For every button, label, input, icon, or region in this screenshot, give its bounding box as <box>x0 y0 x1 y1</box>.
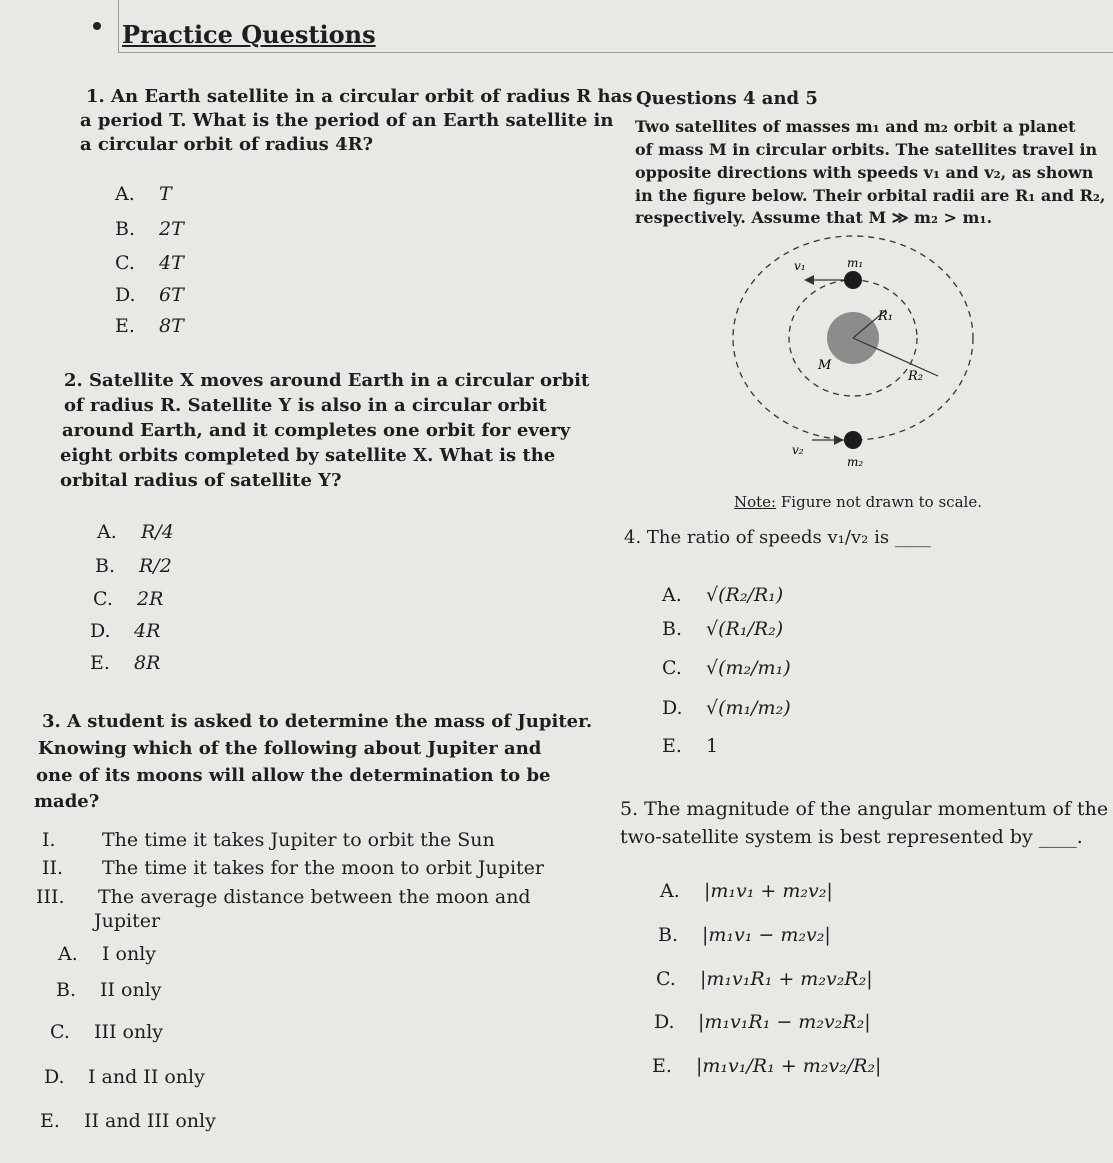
question-4-stem: 4. The ratio of speeds v₁/v₂ is ____ <box>624 527 931 548</box>
question-1-option-d[interactable]: D. 6T <box>115 284 184 306</box>
bullet-icon <box>93 22 101 30</box>
label-R1: R₁ <box>878 309 893 324</box>
question-1-line: 1. An Earth satellite in a circular orbit of radius R has <box>86 86 633 107</box>
label-m2: m₂ <box>847 455 864 469</box>
question-2-option-d[interactable]: D. 4R <box>90 620 161 642</box>
intro-line: in the figure below. Their orbital radii are R₁ and R₂, <box>635 186 1106 205</box>
question-4-option-e[interactable]: E. 1 <box>662 735 719 757</box>
arrowhead-icon <box>804 275 814 285</box>
intro-line: Two satellites of masses m₁ and m₂ orbit a planet <box>635 117 1076 136</box>
orbit-figure <box>700 228 990 488</box>
statement-i: I. The time it takes Jupiter to orbit the Sun <box>42 829 495 851</box>
question-3-line: 3. A student is asked to determine the mass of Jupiter. <box>42 711 593 732</box>
question-3-line: made? <box>34 791 100 812</box>
question-2-line: orbital radius of satellite Y? <box>60 470 342 491</box>
question-3-line: Knowing which of the following about Jupiter and <box>38 738 542 759</box>
figure-note: Note: Figure not drawn to scale. <box>734 493 982 511</box>
intro-line: of mass M in circular orbits. The satellites travel in <box>635 140 1098 159</box>
satellite-m2 <box>844 431 862 449</box>
label-v1: v₁ <box>794 259 806 273</box>
question-2-line: eight orbits completed by satellite X. What is the <box>60 445 556 466</box>
question-1-option-a[interactable]: A. T <box>115 183 172 205</box>
question-3-option-b[interactable]: B. II only <box>56 979 162 1001</box>
question-1-line: a circular orbit of radius 4R? <box>80 134 374 155</box>
question-1-option-e[interactable]: E. 8T <box>115 315 184 337</box>
label-v2: v₂ <box>792 443 804 457</box>
satellite-m1 <box>844 271 862 289</box>
question-1-option-b[interactable]: B. 2T <box>115 218 184 240</box>
question-5-option-d[interactable]: D. |m₁v₁R₁ − m₂v₂R₂| <box>654 1011 871 1033</box>
question-2-option-e[interactable]: E. 8R <box>90 652 161 674</box>
intro-line: respectively. Assume that M ≫ m₂ > m₁. <box>635 208 993 227</box>
question-1-option-c[interactable]: C. 4T <box>115 252 184 274</box>
question-4-option-d[interactable]: D. √(m₁/m₂) <box>662 697 791 719</box>
statement-iii: III. The average distance between the moon and <box>36 886 531 908</box>
statement-iii-continued: Jupiter <box>94 910 161 932</box>
question-4-option-b[interactable]: B. √(R₁/R₂) <box>662 618 784 640</box>
question-3-option-e[interactable]: E. II and III only <box>40 1110 216 1132</box>
question-3-option-d[interactable]: D. I and II only <box>44 1066 205 1088</box>
arrowhead-icon <box>834 435 844 445</box>
question-2-option-a[interactable]: A. R/4 <box>97 521 174 543</box>
question-3-option-a[interactable]: A. I only <box>58 943 157 965</box>
question-3-option-c[interactable]: C. III only <box>50 1021 164 1043</box>
statement-ii: II. The time it takes for the moon to orbit Jupiter <box>42 857 544 879</box>
label-R2: R₂ <box>908 369 923 384</box>
question-3-line: one of its moons will allow the determination to be <box>36 765 551 786</box>
question-4-option-c[interactable]: C. √(m₂/m₁) <box>662 657 791 679</box>
question-1-line: a period T. What is the period of an Earth satellite in <box>80 110 614 131</box>
question-2-line: around Earth, and it completes one orbit for every <box>62 420 571 441</box>
questions-4-5-heading: Questions 4 and 5 <box>636 88 818 109</box>
question-5-line: 5. The magnitude of the angular momentum of the <box>620 798 1109 820</box>
question-5-option-b[interactable]: B. |m₁v₁ − m₂v₂| <box>658 924 831 946</box>
question-4-option-a[interactable]: A. √(R₂/R₁) <box>662 584 784 606</box>
question-5-line: two-satellite system is best represented by ____. <box>620 826 1083 848</box>
question-2-option-b[interactable]: B. R/2 <box>95 555 172 577</box>
question-2-line: 2. Satellite X moves around Earth in a circular orbit <box>64 370 590 391</box>
label-M: M <box>818 358 832 373</box>
question-2-option-c[interactable]: C. 2R <box>93 588 164 610</box>
intro-line: opposite directions with speeds v₁ and v₂, as shown <box>635 163 1094 182</box>
question-5-option-c[interactable]: C. |m₁v₁R₁ + m₂v₂R₂| <box>656 968 873 990</box>
question-5-option-a[interactable]: A. |m₁v₁ + m₂v₂| <box>660 880 833 902</box>
page-title: Practice Questions <box>122 20 376 49</box>
question-5-option-e[interactable]: E. |m₁v₁/R₁ + m₂v₂/R₂| <box>652 1055 882 1077</box>
question-2-line: of radius R. Satellite Y is also in a circular orbit <box>64 395 547 416</box>
label-m1: m₁ <box>847 256 864 270</box>
